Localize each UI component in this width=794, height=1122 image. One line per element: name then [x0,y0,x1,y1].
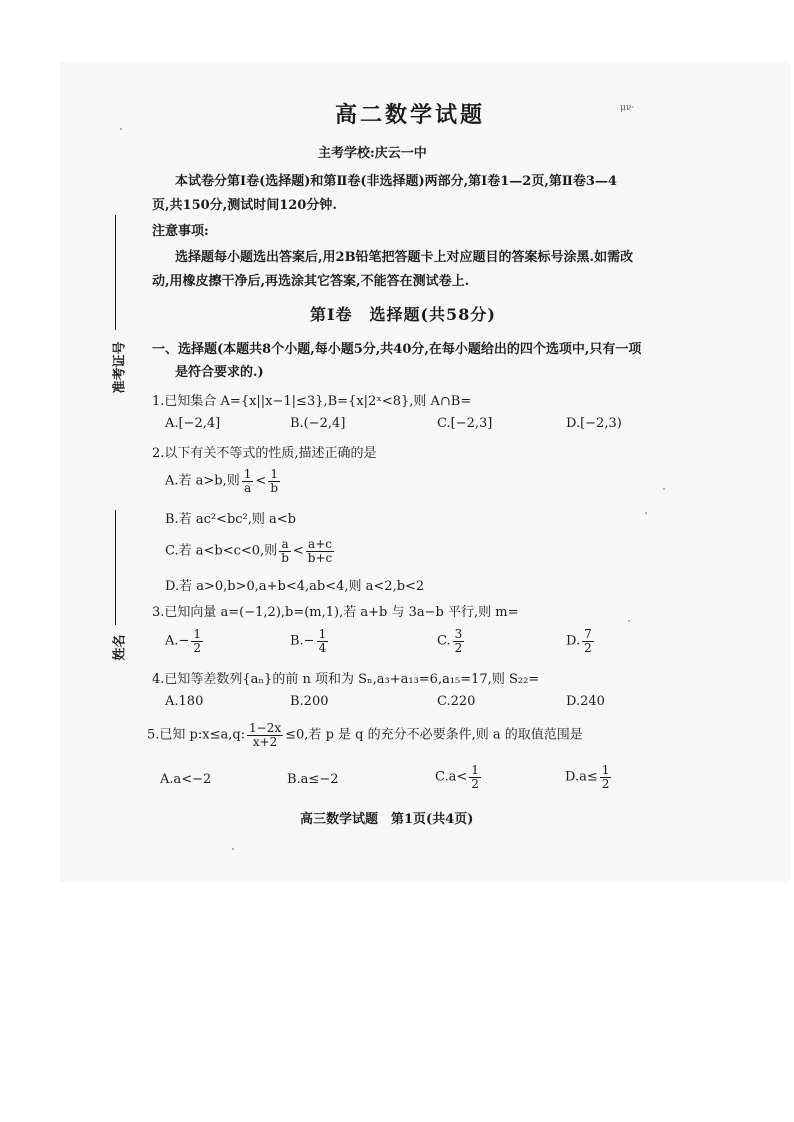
q5-stem-suffix: ≤0,若 p 是 q 的充分不必要条件,则 a 的取值范围是 [285,727,583,743]
q5-c-numerator: 1 [471,763,479,777]
q5-option-c [435,764,483,790]
q1-option-d: D.[−2,3) [566,416,622,431]
q3-option-b [290,628,330,654]
q5-stem-denominator: x+2 [252,734,278,749]
q3-b-denominator: 4 [318,640,327,655]
q3-a-denominator: 2 [193,640,202,655]
q5-option-a: A.a<−2 [160,772,212,787]
scan-speck [645,512,647,514]
q2-option-c [165,538,336,564]
q5-option-b: B.a≤−2 [287,772,339,787]
question-5-stem [147,722,583,748]
q2-a-f2-numerator: 1 [270,467,278,481]
host-school: 主考学校:庆云一中 [318,146,427,161]
q2-c-prefix: C.若 a<b<c<0,则 [165,543,278,559]
q5-d-prefix: D.a≤ [565,769,598,785]
q2-option-a [165,468,282,494]
q2-a-fraction-2 [268,468,280,494]
q2-c-fraction-1 [279,538,291,564]
q5-d-denominator: 2 [601,776,610,791]
q2-a-f2-denominator: b [270,480,278,495]
name-label: 姓名 [112,634,128,661]
q4-option-a: A.180 [165,694,204,709]
q3-b-prefix: B.− [290,633,315,649]
q3-d-denominator: 2 [584,640,592,655]
q5-c-prefix: C.a< [435,769,468,785]
q5-stem-prefix: 5.已知 p:x≤a,q: [147,727,246,743]
exam-number-line [115,215,116,330]
question-3-stem: 3.已知向量 a=(−1,2),b=(m,1),若 a+b 与 3a−b 平行,则 m= [152,605,519,620]
scan-speck [232,848,234,850]
q3-d-fraction [582,628,594,654]
corner-mark: μν· [620,103,635,113]
q5-option-d [565,764,613,790]
q3-c-fraction [453,628,465,654]
q5-c-fraction [469,764,481,790]
q5-stem-fraction [247,722,283,748]
q3-d-numerator: 7 [584,627,592,641]
section-instruction-1: 一、选择题(本题共8个小题,每小题5分,共40分,在每小题给出的四个选项中,只有一项 [152,342,642,357]
q2-a-f1-numerator: 1 [243,467,252,481]
q3-a-fraction [191,628,203,654]
page-footer: 高三数学试题 第1页(共4页) [300,812,474,827]
q2-a-fraction-1 [242,468,254,494]
q3-a-prefix: A.− [165,633,190,649]
q2-c-f1-numerator: a [281,537,289,551]
question-2-stem: 2.以下有关不等式的性质,描述正确的是 [152,446,377,461]
q4-option-c: C.220 [437,694,476,709]
q2-c-f2-numerator: a+c [308,537,332,551]
notice-heading: 注意事项: [152,224,209,239]
notice-line-2: 动,用橡皮擦干净后,再选涂其它答案,不能答在测试卷上. [152,274,470,289]
q5-stem-numerator: 1−2x [249,721,282,735]
q2-a-f1-denominator: a [244,480,252,495]
scan-speck [628,620,630,622]
scan-speck [663,488,665,490]
q3-c-denominator: 2 [454,640,463,655]
page-title: 高二数学试题 [335,102,486,128]
question-4-stem: 4.已知等差数列{aₙ}的前 n 项和为 Sₙ,a₃+a₁₃=6,a₁₅=17,则 S₂₂= [152,672,540,687]
q3-c-prefix: C. [437,633,451,649]
q2-a-prefix: A.若 a>b,则 [165,473,240,489]
q5-c-denominator: 2 [471,776,479,791]
intro-line-2: 页,共150分,测试时间120分钟. [152,198,337,213]
intro-line-1: 本试卷分第Ⅰ卷(选择题)和第Ⅱ卷(非选择题)两部分,第Ⅰ卷1—2页,第Ⅱ卷3—4 [175,174,617,189]
exam-number-label: 准考证号 [112,341,128,394]
q3-c-numerator: 3 [454,627,463,641]
q3-b-numerator: 1 [318,627,327,641]
q5-d-fraction [600,764,612,790]
section-instruction-2: 是符合要求的.) [175,365,264,380]
q4-option-b: B.200 [290,694,329,709]
q1-option-b: B.(−2,4] [290,416,346,431]
question-1-stem: 1.已知集合 A={x||x−1|≤3},B={x|2ˣ<8},则 A∩B= [152,394,472,409]
q3-option-d [566,628,596,654]
q3-option-a [165,628,205,654]
q2-c-relation: < [292,543,304,559]
q1-option-c: C.[−2,3] [437,416,493,431]
q2-a-relation: < [255,473,267,489]
q3-option-c [437,628,466,654]
q3-d-prefix: D. [566,633,581,649]
q4-option-d: D.240 [566,694,605,709]
notice-line-1: 选择题每小题选出答案后,用2B铅笔把答题卡上对应题目的答案标号涂黑.如需改 [175,250,634,265]
q2-c-f2-denominator: b+c [307,550,333,565]
q2-option-b: B.若 ac²<bc²,则 a<b [165,512,296,527]
q3-b-fraction [317,628,329,654]
q2-c-fraction-2 [306,538,334,564]
q5-d-numerator: 1 [601,763,610,777]
q2-option-d: D.若 a>0,b>0,a+b<4,ab<4,则 a<2,b<2 [165,579,425,594]
q2-c-f1-denominator: b [281,550,289,565]
q3-a-numerator: 1 [193,627,202,641]
section-title: 第Ⅰ卷 选择题(共58分) [310,305,496,324]
scan-speck [120,128,122,130]
name-line [115,510,116,625]
q1-option-a: A.[−2,4] [165,416,221,431]
